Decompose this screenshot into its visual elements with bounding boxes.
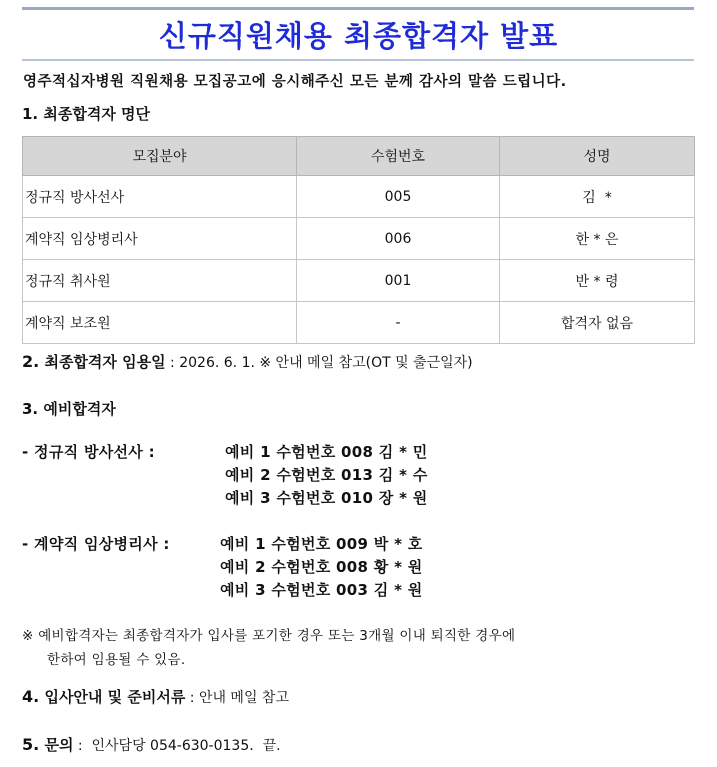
page-title: 신규직원채용 최종합격자 발표 bbox=[158, 19, 559, 53]
section4-separator: : bbox=[185, 690, 199, 706]
section5-separator: : bbox=[73, 738, 88, 754]
reserve-entry: 예비 1 수험번호 008 김 * 민 bbox=[225, 443, 428, 461]
cell-number: 001 bbox=[297, 260, 500, 302]
note-line-1: ※ 예비합격자는 최종합격자가 입사를 포기한 경우 또는 3개월 이내 퇴직한 경우에 bbox=[22, 628, 516, 644]
reserve-group-label: - 계약직 임상병리사 : bbox=[22, 535, 170, 553]
section4-line bbox=[22, 686, 289, 707]
note-line-2: 한하여 임용될 수 있음. bbox=[47, 652, 186, 668]
final-roster-table bbox=[22, 136, 695, 344]
table-row bbox=[23, 302, 695, 344]
header-name: 성명 bbox=[500, 137, 695, 176]
section5-number: 5. bbox=[22, 735, 40, 754]
table-row bbox=[23, 218, 695, 260]
reserve-group-label: - 정규직 방사선사 : bbox=[22, 443, 155, 461]
thanks-message: 영주적십자병원 직원채용 모집공고에 응시해주신 모든 분께 감사의 말씀 드립니다. bbox=[23, 74, 567, 90]
section5-contact: 인사담당 054-630-0135. 끝. bbox=[87, 738, 281, 754]
table-row bbox=[23, 176, 695, 218]
section4-title: 입사안내 및 준비서류 bbox=[44, 688, 186, 706]
cell-name: 반 * 령 bbox=[500, 260, 695, 302]
cell-field: 정규직 방사선사 bbox=[23, 176, 297, 218]
table-row bbox=[23, 260, 695, 302]
section5-title: 문의 bbox=[44, 736, 74, 754]
cell-number: - bbox=[297, 302, 500, 344]
reserve-entry: 예비 2 수험번호 013 김 * 수 bbox=[225, 466, 428, 484]
cell-field: 계약직 임상병리사 bbox=[23, 218, 297, 260]
reserve-entry: 예비 2 수험번호 008 황 * 원 bbox=[220, 558, 423, 576]
reserve-entry: 예비 3 수험번호 010 장 * 원 bbox=[225, 489, 428, 507]
section1-heading: 1. 최종합격자 명단 bbox=[22, 105, 151, 123]
section4-text: 안내 메일 참고 bbox=[198, 690, 289, 706]
section3-heading: 3. 예비합격자 bbox=[22, 400, 116, 418]
section4-number: 4. bbox=[22, 687, 40, 706]
section2-title: 최종합격자 임용일 bbox=[44, 353, 166, 371]
cell-field: 정규직 취사원 bbox=[23, 260, 297, 302]
cell-name: 한 * 은 bbox=[500, 218, 695, 260]
cell-field: 계약직 보조원 bbox=[23, 302, 297, 344]
header-number: 수험번호 bbox=[297, 137, 500, 176]
reserve-entry: 예비 1 수험번호 009 박 * 호 bbox=[220, 535, 423, 553]
cell-number: 005 bbox=[297, 176, 500, 218]
cell-number: 006 bbox=[297, 218, 500, 260]
top-rule bbox=[22, 7, 694, 10]
section2-text: 2026. 6. 1. ※ 안내 메일 참고(OT 및 출근일자) bbox=[179, 355, 473, 371]
section2-line bbox=[22, 351, 473, 372]
cell-name: 김 * bbox=[500, 176, 695, 218]
reserve-note bbox=[22, 624, 515, 672]
section2-number: 2. bbox=[22, 352, 40, 371]
cell-name: 합격자 없음 bbox=[500, 302, 695, 344]
section5-line bbox=[22, 734, 281, 755]
reserve-entry: 예비 3 수험번호 003 김 * 원 bbox=[220, 581, 423, 599]
table-header-row bbox=[23, 137, 695, 176]
header-field: 모집분야 bbox=[23, 137, 297, 176]
title-underline bbox=[22, 59, 694, 61]
section2-separator: : bbox=[165, 355, 180, 371]
